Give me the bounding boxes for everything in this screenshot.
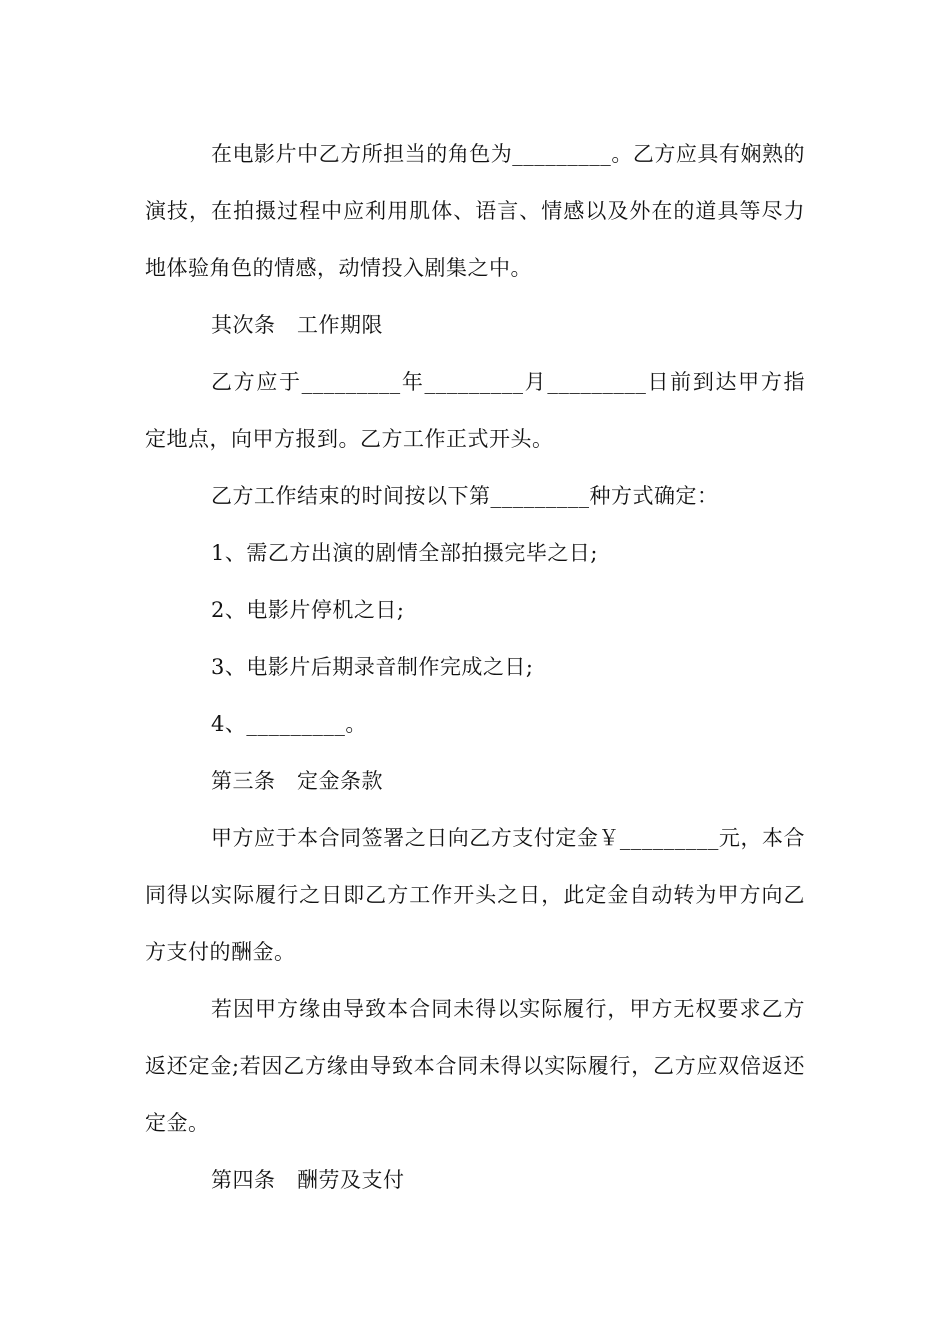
list-item-option-4: 4、_________。 <box>211 712 367 736</box>
list-item-option-1: 1、需乙方出演的剧情全部拍摄完毕之日; <box>211 541 598 565</box>
heading-article-2-work-period: 其次条 工作期限 <box>211 313 383 337</box>
list-item-option-2: 2、电影片停机之日; <box>211 598 405 622</box>
heading-article-4-remuneration: 第四条 酬劳及支付 <box>211 1168 405 1192</box>
paragraph-end-time-method: 乙方工作结束的时间按以下第_________种方式确定： <box>211 484 719 508</box>
heading-article-3-deposit: 第三条 定金条款 <box>211 769 383 793</box>
paragraph-report-date: 乙方应于_________年_________月_________日前到达甲方指定地点，向甲方报到。乙方工作正式开头。 <box>145 370 805 451</box>
paragraph-role-description: 在电影片中乙方所担当的角色为_________。乙方应具有娴熟的演技，在拍摄过程中应利用肌体、语言、情感以及外在的道具等尽力地体验角色的情感，动情投入剧集之中。 <box>145 142 805 280</box>
list-item-option-3: 3、电影片后期录音制作完成之日; <box>211 655 534 679</box>
paragraph-deposit-return: 若因甲方缘由导致本合同未得以实际履行，甲方无权要求乙方返还定金;若因乙方缘由导致本合同未得以实际履行，乙方应双倍返还定金。 <box>145 997 805 1135</box>
paragraph-deposit-payment: 甲方应于本合同签署之日向乙方支付定金￥_________元，本合同得以实际履行之日即乙方工作开头之日，此定金自动转为甲方向乙方支付的酬金。 <box>145 826 805 964</box>
document-body <box>145 126 805 1209</box>
